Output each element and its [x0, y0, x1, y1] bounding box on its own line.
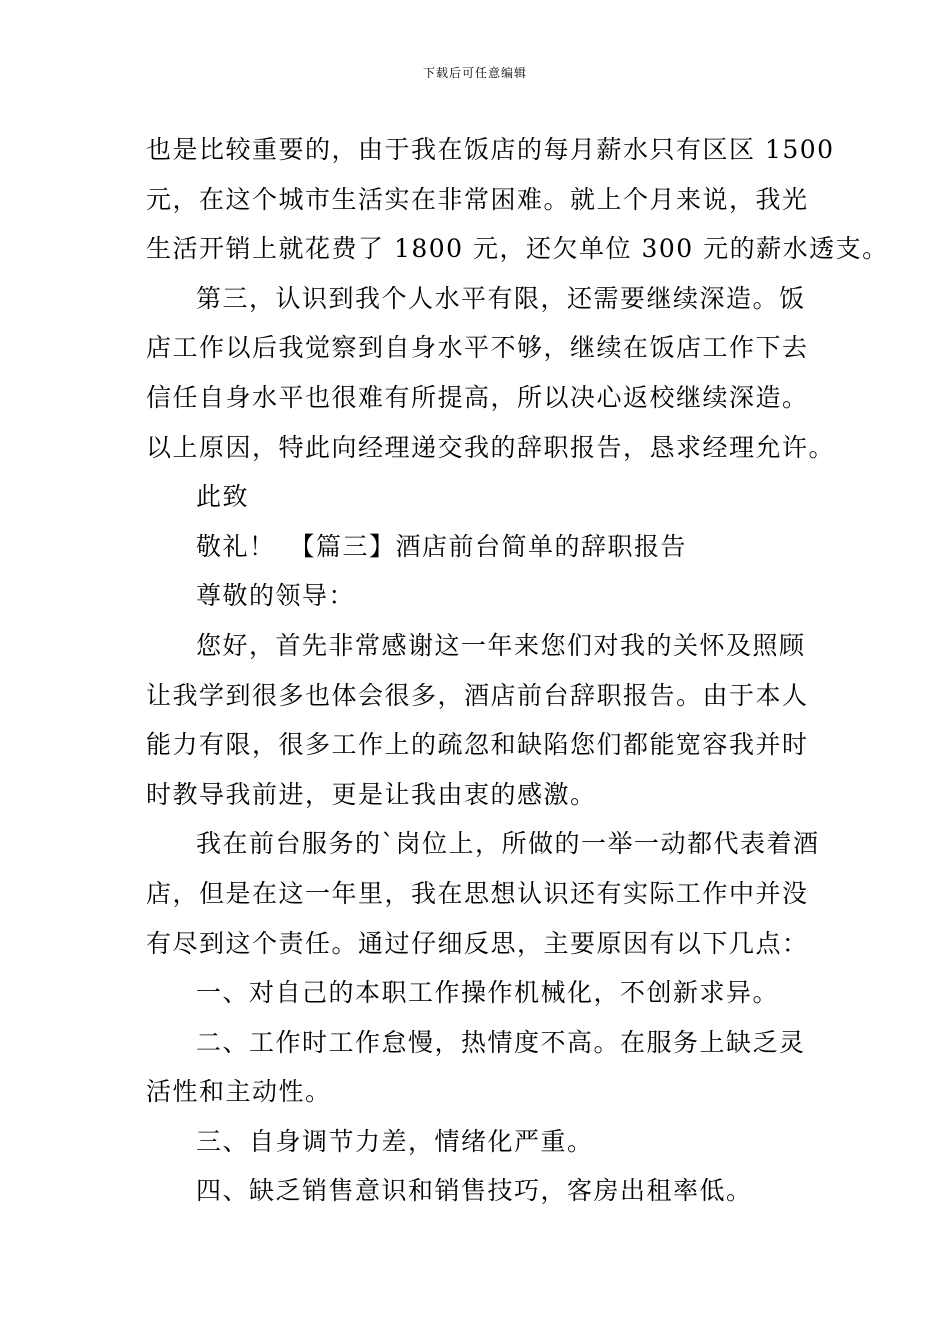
letter-greeting: 尊敬的领导： — [196, 581, 356, 611]
text-line: 活性和主动性。 — [146, 1077, 332, 1107]
list-item: 三、自身调节力差，情绪化严重。 — [196, 1126, 594, 1156]
text-line: 让我学到很多也体会很多，酒店前台辞职报告。由于本人 — [146, 680, 809, 710]
text-line: 以上原因，特此向经理递交我的辞职报告，恳求经理允许。 — [146, 432, 836, 462]
text-line: 店，但是在这一年里，我在思想认识还有实际工作中并没 — [146, 878, 809, 908]
text-line: 也是比较重要的，由于我在饭店的每月薪水只有区区 1500 — [146, 135, 835, 164]
text-line: 店工作以后我觉察到自身水平不够，继续在饭店工作下去 — [146, 333, 809, 363]
paragraph-start: 我在前台服务的`岗位上，所做的一举一动都代表着酒 — [196, 829, 820, 859]
list-item: 二、工作时工作怠慢，热情度不高。在服务上缺乏灵 — [196, 1027, 806, 1057]
paragraph-start: 第三，认识到我个人水平有限，还需要继续深造。饭 — [196, 283, 806, 313]
closing-salutation: 此致 — [196, 482, 250, 512]
document-body — [146, 125, 889, 1216]
text-line: 元，在这个城市生活实在非常困难。就上个月来说，我光 — [146, 184, 809, 214]
text-line: 能力有限，很多工作上的疏忽和缺陷您们都能宽容我并时 — [146, 730, 809, 760]
list-item: 四、缺乏销售意识和销售技巧，客房出租率低。 — [196, 1176, 753, 1206]
text-line: 有尽到这个责任。通过仔细反思，主要原因有以下几点： — [146, 928, 809, 958]
page-header-note: 下载后可任意编辑 — [422, 66, 527, 80]
text-line: 信任自身水平也很难有所提高，所以决心返校继续深造。 — [146, 382, 809, 412]
section-heading: 敬礼！ 【篇三】酒店前台简单的辞职报告 — [196, 531, 688, 561]
paragraph-start: 您好，首先非常感谢这一年来您们对我的关怀及照顾 — [196, 630, 806, 660]
list-item: 一、对自己的本职工作操作机械化，不创新求异。 — [196, 978, 780, 1008]
text-line: 生活开销上就花费了 1800 元，还欠单位 300 元的薪水透支。 — [146, 234, 889, 264]
text-line: 时教导我前进，更是让我由衷的感激。 — [146, 779, 597, 809]
